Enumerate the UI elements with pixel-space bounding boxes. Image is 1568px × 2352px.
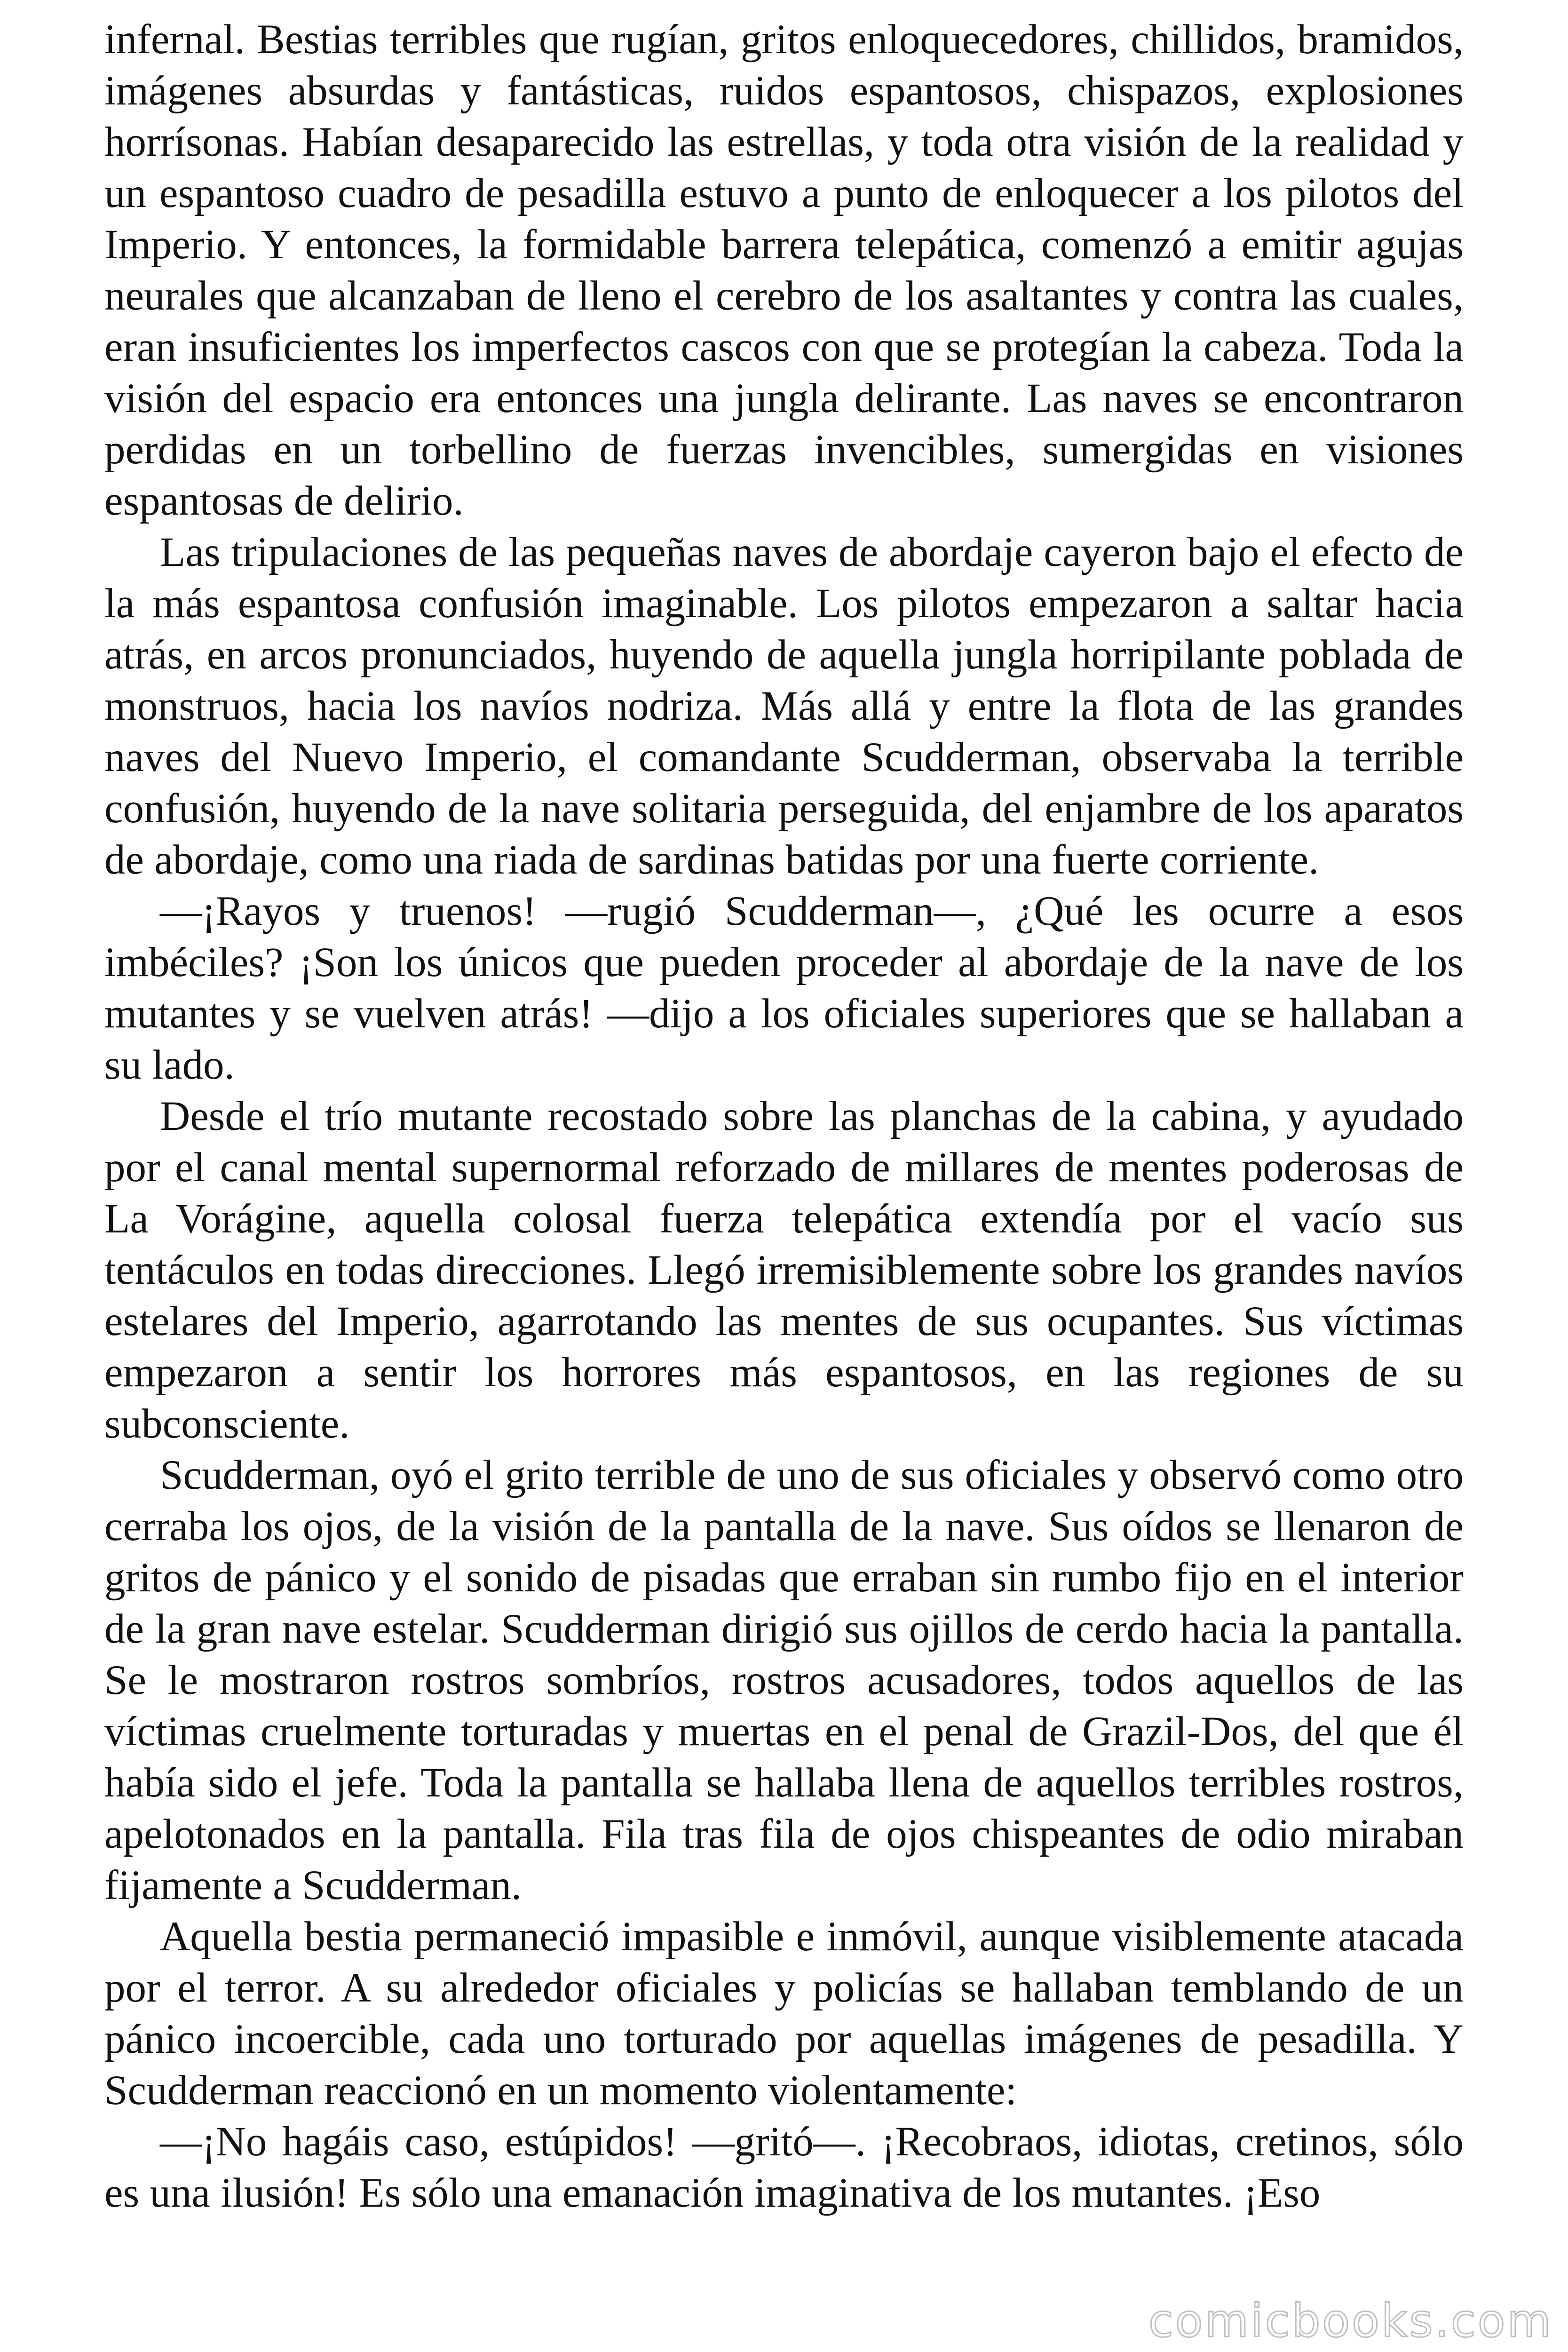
paragraph-2: Las tripulaciones de las pequeñas naves de abordaje cayeron bajo el efecto de la más espantosa confusión imaginable. Los pilotos empezaron a saltar hacia atrás, en arcos pronunciados, huyendo de aquella jungla horripilante poblada de monstruos, hacia los navíos nodriza. Más allá y entre la flota de las grandes naves del Nuevo Imperio, el comandante Scudderman, observaba la terrible confusión, huyendo de la nave solitaria perseguida, del enjambre de los aparatos de abordaje, como una riada de sardinas batidas por una fuerte corriente. — [104, 529, 1464, 883]
paragraph-7: —¡No hagáis caso, estúpidos! —gritó—. ¡Recobraos, idiotas, cretinos, sólo es una ilusión! Es sólo una emanación imaginativa de los mutantes. ¡Eso — [104, 2119, 1464, 2216]
paragraph-3: —¡Rayos y truenos! —rugió Scudderman—, ¿Qué les ocurre a esos imbéciles? ¡Son los únicos que pueden proceder al abordaje de la nave de los mutantes y se vuelven atrás! —dijo a los oficiales superiores que se hallaban a su lado. — [104, 888, 1464, 1088]
watermark: comicbooks.com — [1148, 2295, 1553, 2347]
paragraph-1: infernal. Bestias terribles que rugían, gritos enloquecedores, chillidos, bramidos, imágenes absurdas y fantásticas, ruidos espantosos, chispazos, explosiones horrísonas. Habían desaparecido las estrellas, y toda otra visión de la realidad y un espantoso cuadro de pesadilla estuvo a punto de enloquecer a los pilotos del Imperio. Y entonces, la formidable barrera telepática, comenzó a emitir agujas neurales que alcanzaban de lleno el cerebro de los asaltantes y contra las cuales, eran insuficientes los imperfectos cascos con que se protegían la cabeza. Toda la visión del espacio era entonces una jungla delirante. Las naves se encontraron perdidas en un torbellino de fuerzas invencibles, sumergidas en visiones espantosas de delirio. — [104, 16, 1464, 524]
paragraph-4: Desde el trío mutante recostado sobre las planchas de la cabina, y ayudado por el canal mental supernormal reforzado de millares de mentes poderosas de La Vorágine, aquella colosal fuerza telepática extendía por el vacío sus tentáculos en todas direcciones. Llegó irremisiblemente sobre los grandes navíos estelares del Imperio, agarrotando las mentes de sus ocupantes. Sus víctimas empezaron a sentir los horrores más espantosos, en las regiones de su subconsciente. — [104, 1093, 1464, 1447]
page-body — [104, 14, 1464, 2219]
paragraph-5: Scudderman, oyó el grito terrible de uno de sus oficiales y observó como otro cerraba los ojos, de la visión de la pantalla de la nave. Sus oídos se llenaron de gritos de pánico y el sonido de pisadas que erraban sin rumbo fijo en el interior de la gran nave estelar. Scudderman dirigió sus ojillos de cerdo hacia la pantalla. Se le mostraron rostros sombríos, rostros acusadores, todos aquellos de las víctimas cruelmente torturadas y muertas en el penal de Grazil-Dos, del que él había sido el jefe. Toda la pantalla se hallaba llena de aquellos terribles rostros, apelotonados en la pantalla. Fila tras fila de ojos chispeantes de odio miraban fijamente a Scudderman. — [104, 1452, 1464, 1908]
paragraph-6: Aquella bestia permaneció impasible e inmóvil, aunque visiblemente atacada por el terror. A su alrededor oficiales y policías se hallaban temblando de un pánico incoercible, cada uno torturado por aquellas imágenes de pesadilla. Y Scudderman reaccionó en un momento violentamente: — [104, 1914, 1464, 2114]
